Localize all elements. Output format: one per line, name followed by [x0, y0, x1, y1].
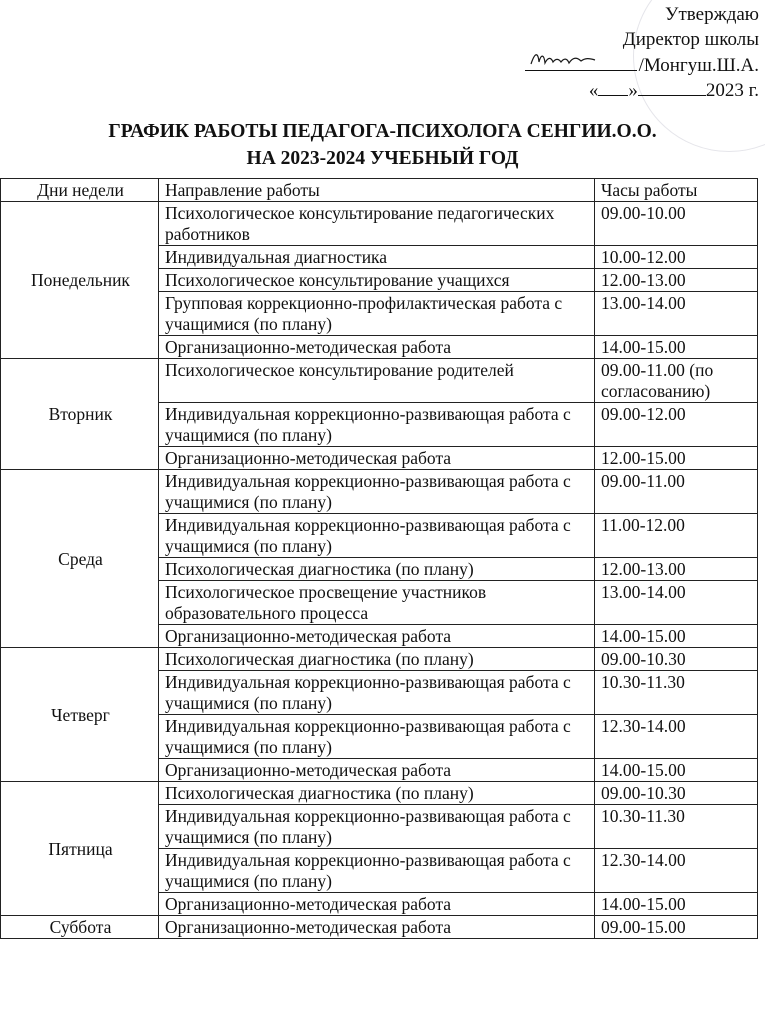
table-row	[1, 916, 758, 939]
table-row	[1, 648, 758, 671]
hours-cell: 09.00-10.30	[595, 648, 758, 671]
direction-cell: Индивидуальная коррекционно-развивающая работа с учащимися (по плану)	[159, 715, 595, 759]
schedule-table	[0, 178, 758, 939]
approval-title: Утверждаю	[665, 4, 759, 25]
direction-cell: Психологическое консультирование учащихся	[159, 269, 595, 292]
header-days: Дни недели	[1, 179, 159, 202]
direction-cell: Психологическое консультирование педагогических работников	[159, 202, 595, 246]
title-line-1: ГРАФИК РАБОТЫ ПЕДАГОГА-ПСИХОЛОГА СЕНГИИ.О.О.	[108, 121, 657, 142]
day-wednesday: Среда	[1, 470, 159, 648]
hours-cell: 10.30-11.30	[595, 671, 758, 715]
hours-cell: 09.00-10.00	[595, 202, 758, 246]
hours-cell: 14.00-15.00	[595, 625, 758, 648]
direction-cell: Организационно-методическая работа	[159, 336, 595, 359]
direction-cell: Психологическая диагностика (по плану)	[159, 558, 595, 581]
direction-cell: Групповая коррекционно-профилактическая работа с учащимися (по плану)	[159, 292, 595, 336]
direction-cell: Индивидуальная коррекционно-развивающая работа с учащимися (по плану)	[159, 403, 595, 447]
direction-cell: Индивидуальная коррекционно-развивающая работа с учащимися (по плану)	[159, 514, 595, 558]
direction-cell: Индивидуальная коррекционно-развивающая работа с учащимися (по плану)	[159, 805, 595, 849]
table-row	[1, 202, 758, 246]
direction-cell: Индивидуальная коррекционно-развивающая работа с учащимися (по плану)	[159, 470, 595, 514]
hours-cell: 12.00-15.00	[595, 447, 758, 470]
direction-cell: Организационно-методическая работа	[159, 625, 595, 648]
director-name: /Монгуш.Ш.А.	[638, 55, 759, 76]
hours-cell: 13.00-14.00	[595, 292, 758, 336]
direction-cell: Организационно-методическая работа	[159, 447, 595, 470]
hours-cell: 13.00-14.00	[595, 581, 758, 625]
hours-cell: 14.00-15.00	[595, 336, 758, 359]
hours-cell: 09.00-12.00	[595, 403, 758, 447]
approval-position: Директор школы	[622, 29, 759, 50]
date-year: 2023 г.	[705, 80, 759, 101]
table-header-row	[1, 179, 758, 202]
direction-cell: Индивидуальная диагностика	[159, 246, 595, 269]
direction-cell: Организационно-методическая работа	[159, 893, 595, 916]
hours-cell: 10.30-11.30	[595, 805, 758, 849]
approval-block	[459, 2, 759, 103]
hours-cell: 14.00-15.00	[595, 893, 758, 916]
date-day-blank	[598, 79, 628, 96]
direction-cell: Психологическая диагностика (по плану)	[159, 648, 595, 671]
table-row	[1, 359, 758, 403]
title-line-2: НА 2023-2024 УЧЕБНЫЙ ГОД	[246, 148, 519, 169]
direction-cell: Организационно-методическая работа	[159, 759, 595, 782]
header-hours: Часы работы	[595, 179, 758, 202]
day-monday: Понедельник	[1, 202, 159, 359]
hours-cell: 09.00-10.30	[595, 782, 758, 805]
hours-cell: 12.00-13.00	[595, 269, 758, 292]
hours-cell: 09.00-11.00 (по согласованию)	[595, 359, 758, 403]
direction-cell: Психологическое просвещение участников образовательного процесса	[159, 581, 595, 625]
table-row	[1, 782, 758, 805]
day-friday: Пятница	[1, 782, 159, 916]
table-row	[1, 470, 758, 514]
direction-cell: Организационно-методическая работа	[159, 916, 595, 939]
approval-signature-line	[459, 52, 759, 78]
hours-cell: 12.30-14.00	[595, 849, 758, 893]
signature	[525, 52, 637, 71]
direction-cell: Индивидуальная коррекционно-развивающая работа с учащимися (по плану)	[159, 849, 595, 893]
date-open-quote: «	[588, 80, 599, 101]
day-thursday: Четверг	[1, 648, 159, 782]
page-title	[0, 118, 765, 172]
day-saturday: Суббота	[1, 916, 159, 939]
hours-cell: 09.00-15.00	[595, 916, 758, 939]
header-direction: Направление работы	[159, 179, 595, 202]
date-month-blank	[638, 79, 706, 96]
hours-cell: 14.00-15.00	[595, 759, 758, 782]
approval-date	[459, 78, 759, 103]
hours-cell: 11.00-12.00	[595, 514, 758, 558]
direction-cell: Психологическое консультирование родителей	[159, 359, 595, 403]
hours-cell: 09.00-11.00	[595, 470, 758, 514]
hours-cell: 10.00-12.00	[595, 246, 758, 269]
direction-cell: Психологическая диагностика (по плану)	[159, 782, 595, 805]
date-close-quote: »	[628, 80, 638, 101]
hours-cell: 12.00-13.00	[595, 558, 758, 581]
hours-cell: 12.30-14.00	[595, 715, 758, 759]
direction-cell: Индивидуальная коррекционно-развивающая работа с учащимися (по плану)	[159, 671, 595, 715]
day-tuesday: Вторник	[1, 359, 159, 470]
